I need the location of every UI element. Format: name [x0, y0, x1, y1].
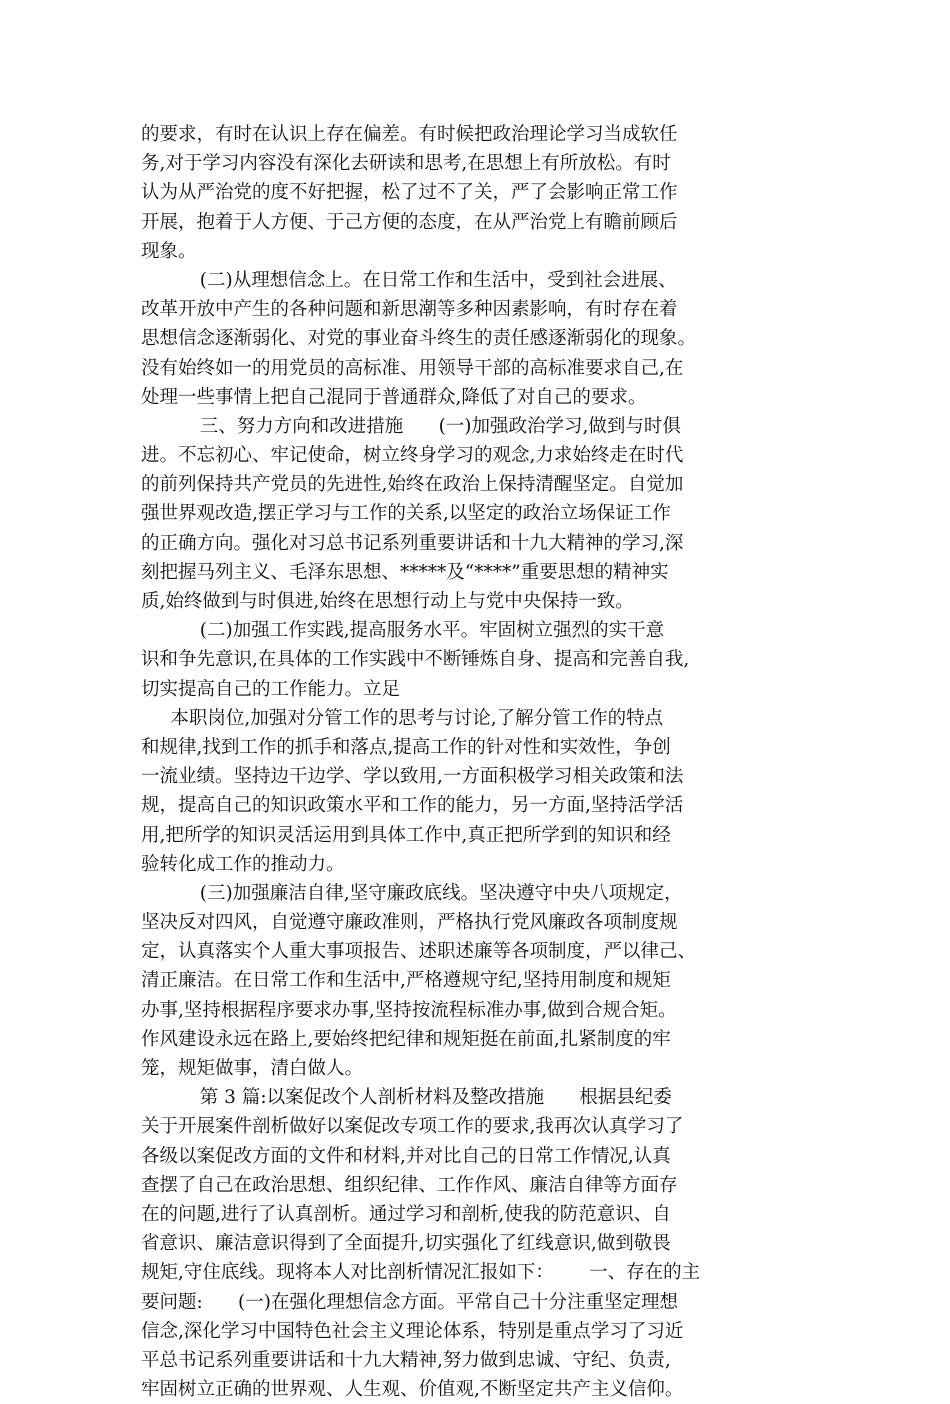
text-line: 和规律,找到工作的抓手和落点,提高工作的针对性和实效性，争创: [141, 736, 671, 758]
text-line: 一流业绩。坚持边干边学、学以致用,一方面积极学习相关政策和法: [141, 766, 684, 788]
text-line: 强世界观改造,摆正学习与工作的关系,以坚定的政治立场保证工作: [141, 503, 671, 525]
text-line: 省意识、廉洁意识得到了全面提升,切实强化了红线意识,做到敬畏: [141, 1233, 671, 1255]
text-line: 平总书记系列重要讲话和十九大精神,努力做到忠诚、守纪、负责,: [141, 1349, 671, 1371]
text-line: 改革开放中产生的各种问题和新思潮等多种因素影响，有时存在着: [141, 299, 678, 321]
text-line: 务,对于学习内容没有深化去研读和思考,在思想上有所放松。有时: [141, 153, 671, 175]
text-line: 进。不忘初心、牢记使命，树立终身学习的观念,力求始终走在时代: [141, 445, 684, 467]
text-line: 切实提高自己的工作能力。立足: [141, 678, 401, 700]
text-line: 三、努力方向和改进措施 (一)加强政治学习,做到与时俱: [141, 415, 681, 437]
text-line: 办事,坚持根据程序要求办事,坚持按流程标准办事,做到合规合矩。: [141, 999, 677, 1021]
text-line: 本职岗位,加强对分管工作的思考与讨论,了解分管工作的特点: [141, 707, 664, 729]
text-line: 关于开展案件剖析做好以案促改专项工作的要求,我再次认真学习了: [141, 1116, 684, 1138]
text-line: 处理一些事情上把自己混同于普通群众,降低了对自己的要求。: [141, 386, 647, 408]
text-line: 的前列保持共产党员的先进性,始终在政治上保持清醒坚定。自觉加: [141, 474, 684, 496]
text-line: 笼，规矩做事，清白做人。: [141, 1058, 364, 1079]
text-line: 质,始终做到与时俱进,始终在思想行动上与党中央保持一致。: [141, 591, 634, 612]
text-line: 各级以案促改方面的文件和材料,并对比自己的日常工作情况,认真: [141, 1145, 671, 1167]
text-line: 开展，抱着于人方便、于己方便的态度，在从严治党上有瞻前顾后: [141, 211, 678, 233]
text-line: 作风建设永远在路上,要始终把纪律和规矩挺在前面,扎紧制度的牢: [141, 1028, 671, 1050]
text-line: 在的问题,进行了认真剖析。通过学习和剖析,使我的防范意识、自: [141, 1203, 671, 1225]
text-line: (二)加强工作实践,提高服务水平。牢固树立强烈的实干意: [141, 620, 665, 642]
text-line: 第 3 篇:以案促改个人剖析材料及整改措施 根据县纪委: [141, 1087, 672, 1109]
text-line: 验转化成工作的推动力。: [141, 853, 345, 875]
text-line: 的正确方向。强化对习总书记系列重要讲话和十九大精神的学习,深: [141, 532, 684, 554]
document-body: [141, 120, 826, 1404]
text-line: 规矩,守住底线。现将本人对比剖析情况汇报如下： 一、存在的主: [141, 1262, 701, 1284]
text-line: 思想信念逐渐弱化、对党的事业奋斗终生的责任感逐渐弱化的现象。: [141, 328, 697, 350]
text-line: 的要求，有时在认识上存在偏差。有时候把政治理论学习当成软任: [141, 124, 678, 145]
text-line: 用,把所学的知识灵活运用到具体工作中,真正把所学到的知识和经: [141, 824, 671, 846]
text-line: 查摆了自己在政治思想、组织纪律、工作作风、廉洁自律等方面存: [141, 1174, 678, 1196]
text-line: 认为从严治党的度不好把握，松了过不了关，严了会影响正常工作: [141, 182, 678, 204]
text-line: 要问题: (一)在强化理想信念方面。平常自己十分注重坚定理想: [141, 1291, 678, 1313]
text-line: 没有始终如一的用党员的高标准、用领导干部的高标准要求自己,在: [141, 357, 684, 379]
text-line: 定，认真落实个人重大事项报告、述职述廉等各项制度，严以律己、: [141, 941, 697, 963]
text-line: 信念,深化学习中国特色社会主义理论体系，特别是重点学习了习近: [141, 1320, 684, 1342]
text-line: (三)加强廉洁自律,坚守廉政底线。坚决遵守中央八项规定，: [141, 882, 683, 904]
text-line: 清正廉洁。在日常工作和生活中,严格遵规守纪,坚持用制度和规矩: [141, 970, 671, 992]
text-line: 坚决反对四风，自觉遵守廉政准则，严格执行党风廉政各项制度规: [141, 912, 678, 934]
text-line: 规，提高自己的知识政策水平和工作的能力，另一方面,坚持活学活: [141, 795, 684, 817]
text-line: (二)从理想信念上。在日常工作和生活中，受到社会进展、: [141, 269, 677, 291]
text-line: 识和争先意识,在具体的工作实践中不断锤炼自身、提高和完善自我,: [141, 649, 690, 671]
text-line: 刻把握马列主义、毛泽东思想、*****及“****”重要思想的精神实: [141, 561, 669, 583]
text-line: 牢固树立正确的世界观、人生观、价值观,不断坚定共产主义信仰。: [141, 1379, 684, 1401]
text-line: 现象。: [141, 240, 197, 262]
